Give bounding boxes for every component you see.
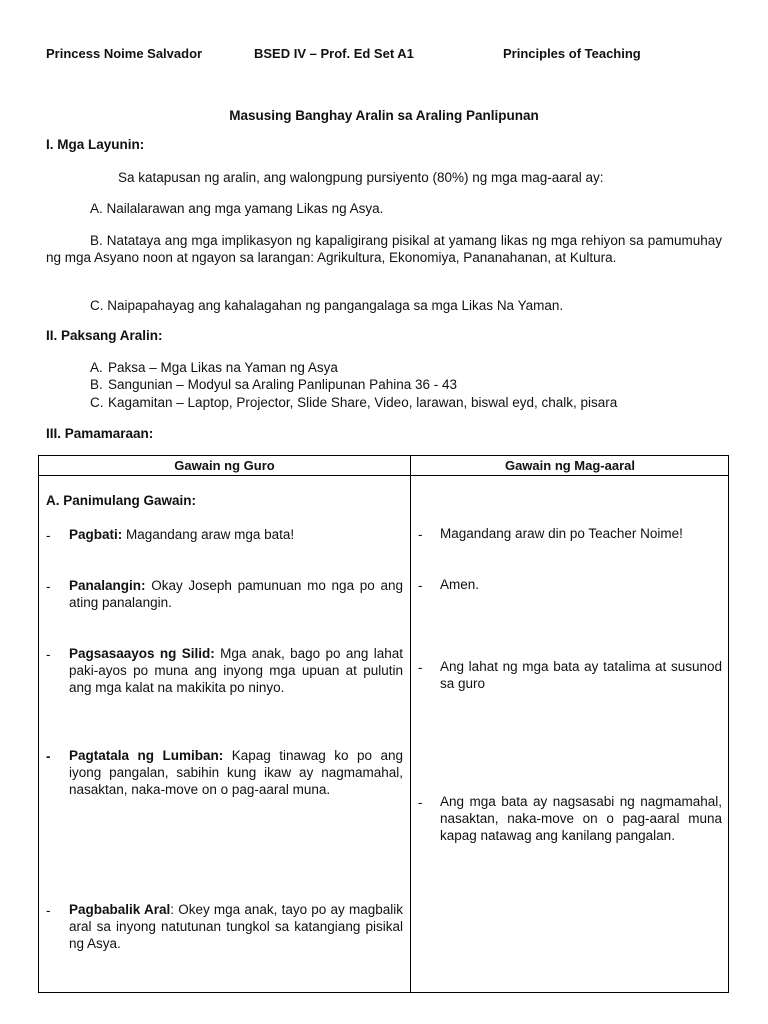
procedure-table [38, 455, 729, 993]
student-response-pagsasaayos: Ang lahat ng mga bata ay tatalima at susunod sa guro [440, 659, 722, 691]
bullet-dash: - [46, 903, 51, 918]
bullet-dash: - [46, 528, 51, 543]
bullet-dash: - [418, 578, 423, 593]
course-label: BSED IV – Prof. Ed Set A1 [254, 46, 414, 61]
objective-c: C. Naipapahayag ang kahalagahan ng pangangalaga sa mga Likas Na Yaman. [90, 298, 564, 313]
subheading-panimulang-gawain: A. Panimulang Gawain: [46, 493, 197, 508]
bullet-dash: - [418, 660, 423, 675]
bullet-dash: - [418, 795, 423, 810]
teacher-item-panalangin [69, 577, 403, 611]
subject-label: Principles of Teaching [503, 46, 641, 61]
teacher-item-pagsasaayos [69, 645, 403, 696]
bullet-dash: - [46, 579, 51, 594]
section-2-heading: II. Paksang Aralin: [46, 328, 163, 343]
list-marker: A. [90, 360, 103, 375]
bullet-dash: - [46, 647, 51, 662]
bullet-dash: - [418, 527, 423, 542]
student-response-pagbati: Magandang araw din po Teacher Noime! [440, 526, 683, 541]
section-1-heading: I. Mga Layunin: [46, 137, 145, 152]
list-item [90, 359, 338, 376]
bullet-dash: - [46, 749, 51, 764]
item-text: Mga anak, bago po ang lahat paki-ayos po muna ang inyong mga upuan at pulutin ang mga kalat na makikita po ninyo. [69, 646, 404, 695]
item-text: Kapag tinawag ko po ang iyong pangalan, sabihin kung ikaw ay nagmamahal, nasaktan, naka-move on o pag-aaral muna. [69, 748, 404, 797]
objective-a: A. Nailalarawan ang mga yamang Likas ng Asya. [90, 201, 384, 216]
list-item-text: Sangunian – Modyul sa Araling Panlipunan Pahina 36 - 43 [108, 377, 458, 392]
item-text: Okay Joseph pamunuan mo nga po ang ating panalangin. [69, 578, 403, 610]
objective-b: B. Natataya ang mga implikasyon ng kapaligirang pisikal at yamang likas ng mga rehiyon sa pamumuhay ng mga Asyano noon at ngayon sa larangan: Agrikultura, Ekonomiya, Pananahanan, at Kultura. [46, 233, 722, 265]
column-divider [410, 456, 411, 992]
item-label: Pagsasaayos ng Silid: [69, 646, 215, 661]
list-item [90, 376, 457, 393]
item-text: Magandang araw mga bata! [122, 527, 295, 542]
student-response-pagtatala: Ang mga bata ay nagsasabi ng nagmamahal, nasaktan, naka-move on o pag-aaral muna kapag natawag ang kanilang pangalan. [440, 794, 722, 843]
teacher-item-pagtatala [69, 747, 403, 798]
teacher-item-pagbabalik-aral [69, 901, 403, 952]
student-column-header: Gawain ng Mag-aaral [504, 458, 636, 473]
list-marker: C. [90, 395, 104, 410]
teacher-item-pagbati [69, 526, 403, 543]
item-text: : Okey mga anak, tayo po ay magbalik aral sa inyong natutunan tungkol sa katangiang pisikal ng Asya. [69, 902, 403, 951]
list-item-text: Paksa – Mga Likas na Yaman ng Asya [108, 360, 338, 375]
list-item-text: Kagamitan – Laptop, Projector, Slide Share, Video, larawan, biswal eyd, chalk, pisara [108, 395, 618, 410]
document-title: Masusing Banghay Aralin sa Araling Panlipunan [229, 108, 539, 123]
author-name: Princess Noime Salvador [46, 46, 203, 61]
list-item [90, 394, 617, 411]
header-divider [39, 475, 728, 476]
item-label: Panalangin: [69, 578, 146, 593]
item-label: Pagtatala ng Lumiban: [69, 748, 224, 763]
section-3-heading: III. Pamamaraan: [46, 426, 154, 441]
list-marker: B. [90, 377, 103, 392]
student-response-panalangin: Amen. [440, 577, 480, 592]
objectives-intro: Sa katapusan ng aralin, ang walongpung pursiyento (80%) ng mga mag-aaral ay: [118, 170, 604, 185]
item-label: Pagbabalik Aral [69, 902, 171, 917]
item-label: Pagbati: [69, 527, 123, 542]
teacher-column-header: Gawain ng Guro [174, 458, 275, 473]
